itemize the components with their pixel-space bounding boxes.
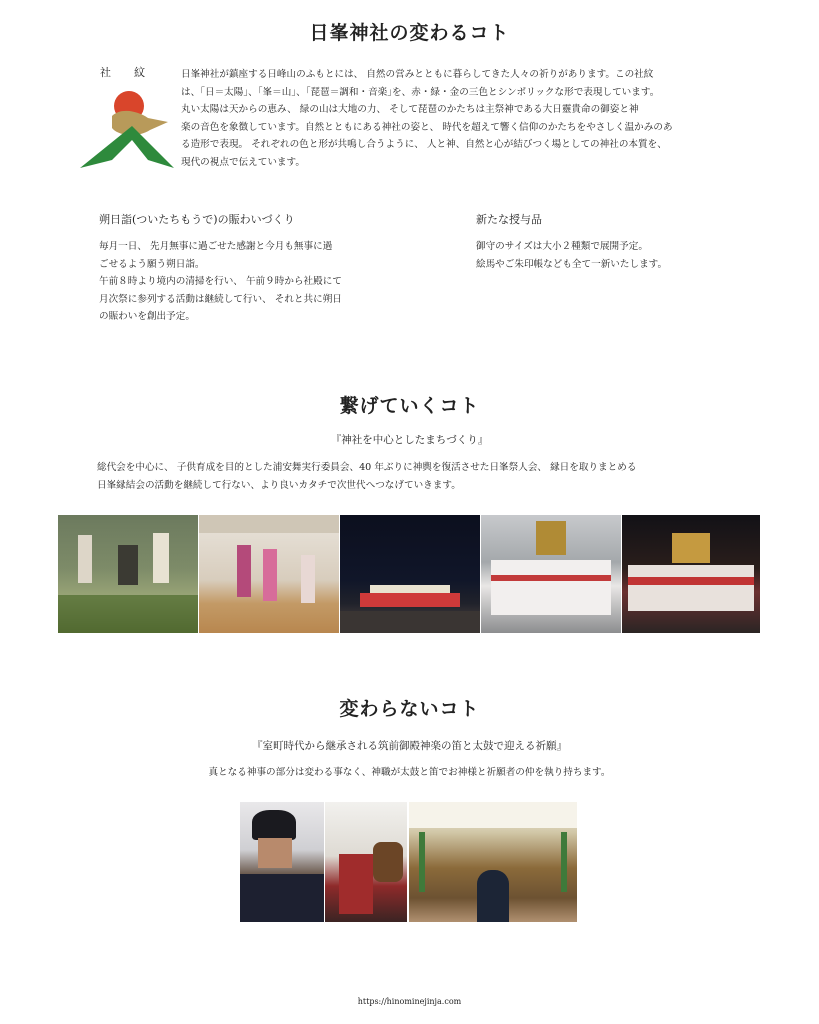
tsuitachi-body xyxy=(99,238,399,326)
juyohin-body xyxy=(476,238,736,273)
crest-line: 丸い太陽は天からの恵み、 緑の山は大地の力、 そして琵琶のかたちは主祭神である大日靈貴命の御姿と神 xyxy=(181,104,639,115)
crest-logo xyxy=(78,88,178,172)
tsuitachi-line: ごせるよう願う朔日詣。 xyxy=(99,258,205,270)
section3-subtitle: 『室町時代から継承される筑前御殿神楽の笛と太鼓で迎える祈願』 xyxy=(252,740,567,752)
section2-line: 日峯縁結会の活動を継続して行ない、より良いカタチで次世代へつなげていきます。 xyxy=(97,479,461,491)
tsuitachi-line: 月次祭に参列する活動は継続して行い、 それと共に朔日 xyxy=(99,293,342,305)
photo-shrine-interior xyxy=(409,802,577,922)
juyohin-line: 御守のサイズは大小２種類で展開予定。 xyxy=(476,241,648,252)
footer-url[interactable]: https://hinominejinja.com xyxy=(357,997,462,1006)
crest-line: る造形で表現。 それぞれの色と形が共鳴し合うように、 人と神、自然と心が結びつく場としての神社の本質を、 xyxy=(181,139,667,150)
juyohin-heading: 新たな授与品 xyxy=(476,213,542,226)
crest-line: 日峯神社が鎮座する日峰山のふもとには、 自然の営みとともに暮らしてきた人々の祈りがあります。この社紋 xyxy=(181,69,654,80)
section1-title: 日峯神社の変わるコト xyxy=(309,22,510,44)
section2-title: 繋げていくコト xyxy=(339,395,480,417)
crest-line: 現代の視点で伝えています。 xyxy=(181,156,305,168)
juyohin-line: 絵馬やご朱印帳なども全て一新いたします。 xyxy=(476,258,668,270)
tsuitachi-line: 午前８時より境内の清掃を行い、 午前９時から社殿にて xyxy=(99,276,342,287)
section3-title: 変わらないコト xyxy=(339,698,480,720)
crest-description xyxy=(181,66,741,171)
tsuitachi-heading: 朔日詣(ついたちもうで)の賑わいづくり xyxy=(99,213,295,226)
crest-line: は、｢日＝太陽｣、｢峯＝山｣、｢琵琶＝調和・音楽｣を、赤・緑・金の三色とシンボリックな形で表現しています。 xyxy=(181,86,660,98)
tsuitachi-line: 毎月一日、 先月無事に過ごせた感謝と今月も無事に過 xyxy=(99,241,333,252)
photo-urayasu-dance xyxy=(199,515,339,633)
section2-body xyxy=(97,459,747,494)
photo-mikoshi-procession xyxy=(481,515,621,633)
photo-flute-player xyxy=(240,802,324,922)
crest-line: 楽の音色を象徴しています。自然とともにある神社の姿と、 時代を超えて響く信仰のかたちをやさしく温かみのあ xyxy=(181,121,673,133)
photo-drum-player xyxy=(325,802,407,922)
section2-subtitle: 『神社を中心としたまちづくり』 xyxy=(330,434,489,446)
photo-night-festival xyxy=(340,515,480,633)
section3-body: 真となる神事の部分は変わる事なく、神職が太鼓と笛でお神様と祈願者の仲を執り持ちます。 xyxy=(208,767,611,778)
section2-line: 総代会を中心に、 子供育成を目的とした浦安舞実行委員会、40 年ぶりに神輿を復活させた日峯祭人会、 縁日を取りまとめる xyxy=(97,462,637,473)
crest-biwa xyxy=(112,111,168,135)
crest-label: 社 紋 xyxy=(100,66,151,79)
photo-night-mikoshi xyxy=(622,515,760,633)
photo-shrine-cleaning xyxy=(58,515,198,633)
tsuitachi-line: の賑わいを創出予定。 xyxy=(99,311,195,322)
crest-mountain xyxy=(80,126,174,168)
